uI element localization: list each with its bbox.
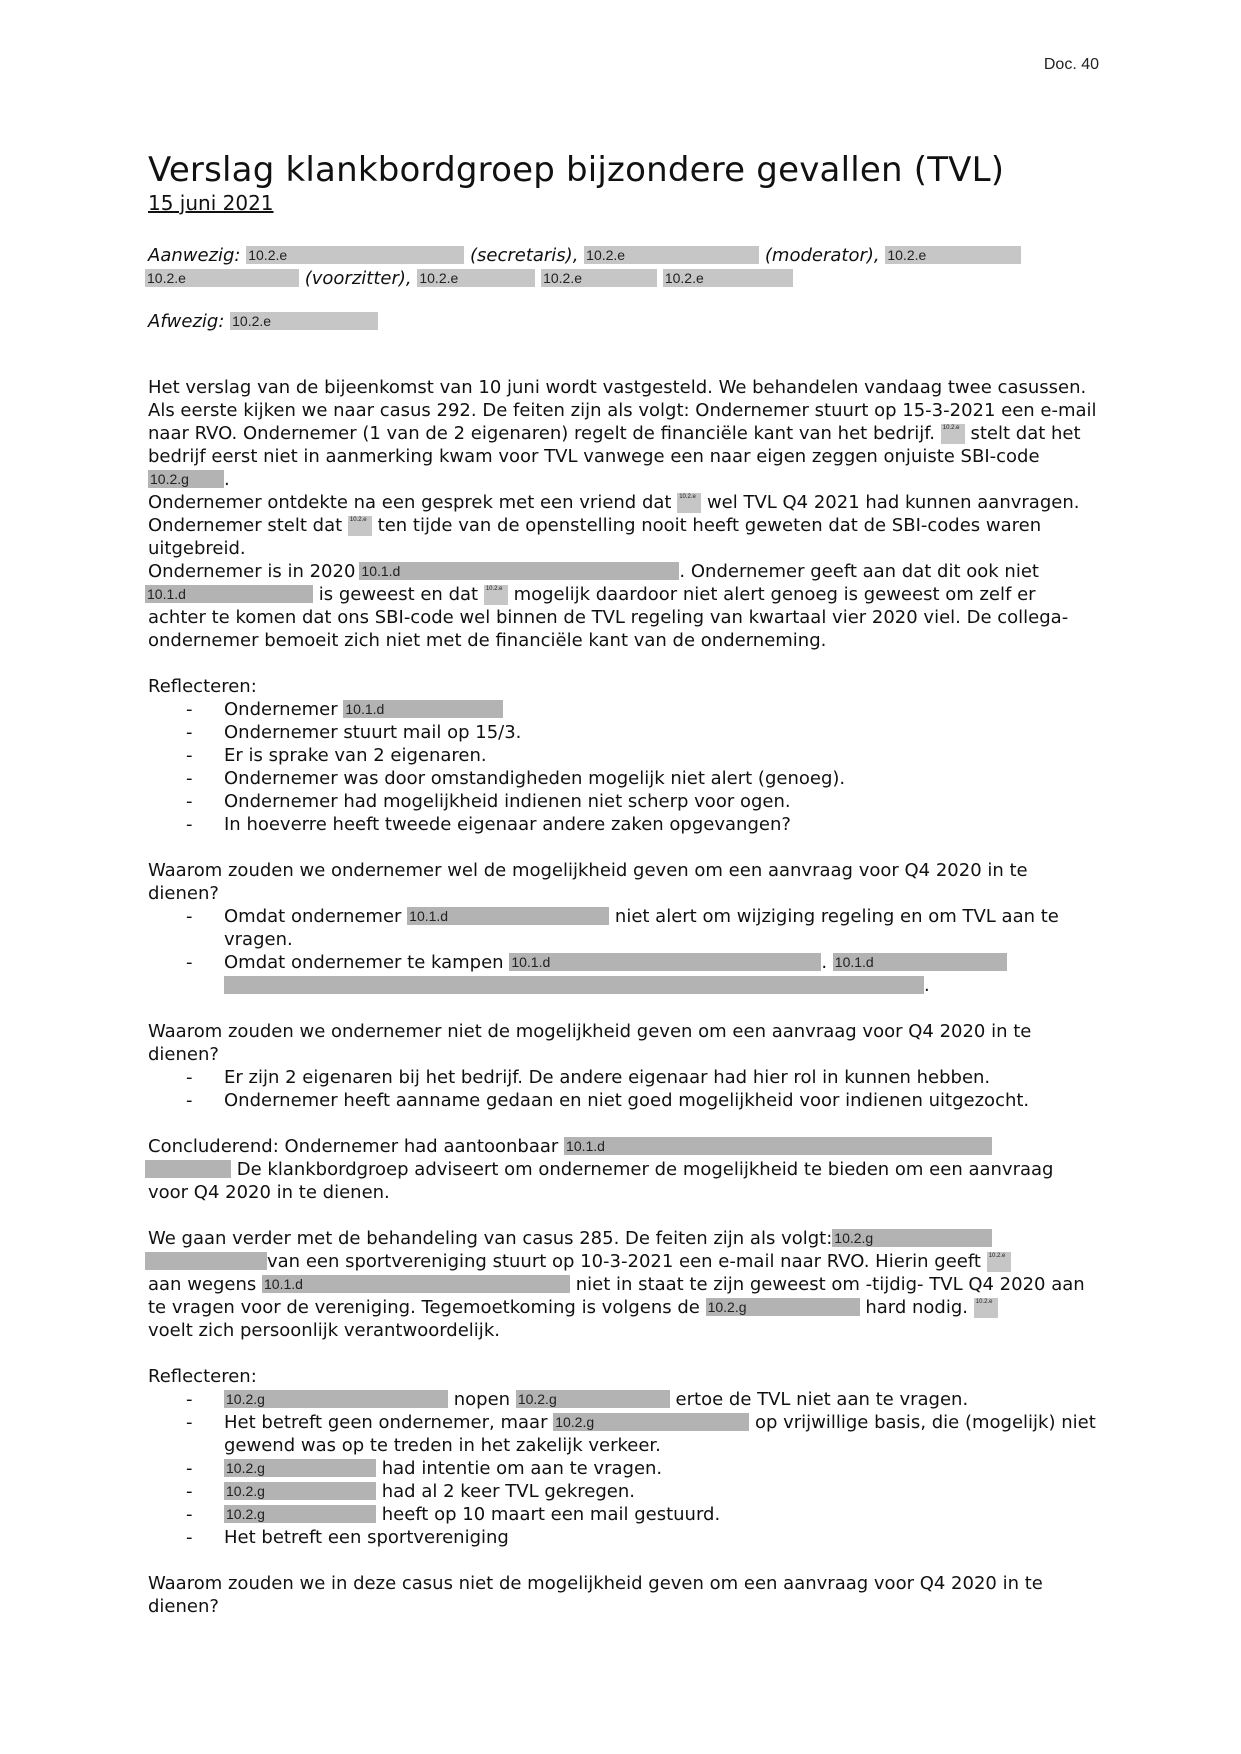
case1-yes-list	[148, 905, 1098, 997]
list-item: - 10.2.g heeft op 10 maart een mail gestuurd.	[148, 1503, 1098, 1526]
redaction-box: 10.2.g	[832, 1229, 992, 1247]
list-item: - Omdat ondernemer te kampen 10.1.d . 10.1.d .	[148, 951, 1098, 997]
list-item: - Ondernemer stuurt mail op 15/3.	[148, 721, 1098, 744]
redaction-box: 10.2.g	[224, 1390, 448, 1408]
list-item: - 10.2.g had al 2 keer TVL gekregen.	[148, 1480, 1098, 1503]
redaction-box: 10.2.e	[941, 424, 965, 444]
redaction-box: 10.1.d	[343, 700, 503, 718]
redaction-box: 10.2.g	[148, 470, 224, 488]
list-item: - In hoeverre heeft tweede eigenaar andere zaken opgevangen?	[148, 813, 1098, 836]
case1-why-no: Waarom zouden we ondernemer niet de mogelijkheid geven om een aanvraag voor Q4 2020 in te dienen?	[148, 1021, 1032, 1065]
list-item: - Het betreft geen ondernemer, maar 10.2.g op vrijwillige basis, die (mogelijk) niet gewend was op te treden in het zakelijk verkeer.	[148, 1411, 1098, 1457]
redaction-box: 10.1.d	[509, 953, 821, 971]
case1-facts: Het verslag van de bijeenkomst van 10 juni wordt vastgesteld. We behandelen vandaag twee casussen. Als eerste kijken we naar casus 292. De feiten zijn als volgt: Ondernemer stuurt op 15-3-2021 een e-mail naar RVO. Ondernemer (1 van de 2 eigenaren) regelt de financiële kant van het bedrijf. 10.2.e stelt dat het bedrijf eerst niet in aanmerking kwam voor TVL vanwege een naar eigen zeggen onjuiste SBI-code 10.2.g . Ondernemer ontdekte na een gesprek met een vriend dat 10.2.e wel TVL Q4 2021 had kunnen aanvragen. Ondernemer stelt dat 10.2.e ten tijde van de openstelling nooit heeft geweten dat de SBI-codes waren uitgebreid. Ondernemer is in 2020 10.1.d . Ondernemer geeft aan dat dit ook niet 10.1.d is geweest en dat 10.2.e mogelijk daardoor niet alert genoeg is geweest om zelf er achter te komen dat ons SBI-code wel binnen de TVL regeling van kwartaal vier 2020 viel. De collega-ondernemer bemoeit zich niet met de financiële kant van de onderneming.	[147, 377, 1097, 651]
redaction-box: 10.2.g	[553, 1413, 749, 1431]
redaction-box: 10.2.e	[246, 246, 464, 264]
redaction-box: 10.2.e	[974, 1298, 998, 1318]
redaction-box: 10.2.g	[706, 1298, 860, 1316]
meeting-date: 15 juni 2021	[148, 191, 274, 215]
case2-why-no: Waarom zouden we in deze casus niet de mogelijkheid geven om een aanvraag voor Q4 2020 in te dienen?	[148, 1573, 1043, 1617]
attendance-present: Aanwezig: 10.2.e (secretaris), 10.2.e (moderator), 10.2.e 10.2.e (voorzitter), 10.2.e 10.2.e 10.2.e	[148, 244, 1098, 290]
document-page	[148, 150, 1098, 1618]
case2-reflect-list	[148, 1388, 1098, 1549]
redaction-box: 10.2.e	[677, 493, 701, 513]
redaction-box: 10.2.e	[484, 585, 508, 605]
redaction-box: 10.1.d	[407, 907, 609, 925]
list-item: - 10.2.g had intentie om aan te vragen.	[148, 1457, 1098, 1480]
document-number: Doc. 40	[1043, 56, 1099, 73]
list-item: - Ondernemer heeft aanname gedaan en niet goed mogelijkheid voor indienen uitgezocht.	[148, 1089, 1098, 1112]
redaction-box: 10.2.g	[516, 1390, 670, 1408]
redaction-box: 10.2.e	[348, 516, 372, 536]
redaction-box: 10.2.e	[417, 269, 535, 287]
page-title: Verslag klankbordgroep bijzondere gevallen (TVL)	[148, 150, 1005, 190]
case2-facts: We gaan verder met de behandeling van casus 285. De feiten zijn als volgt: 10.2.g van een sportvereniging stuurt op 10-3-2021 een e-mail naar RVO. Hierin geeft 10.2.e aan wegens 10.1.d niet in staat te zijn geweest om -tijdig- TVL Q4 2020 aan te vragen voor de vereniging. Tegemoetkoming is volgens de 10.2.g hard nodig. 10.2.e voelt zich persoonlijk verantwoordelijk.	[148, 1227, 1098, 1342]
case2-reflect-label: Reflecteren:	[148, 1366, 257, 1387]
list-item: - Ondernemer had mogelijkheid indienen niet scherp voor ogen.	[148, 790, 1098, 813]
redaction-box: 10.2.e	[885, 246, 1021, 264]
redaction-box: 10.1.d	[145, 585, 313, 603]
list-item: - Ondernemer 10.1.d	[148, 698, 1098, 721]
redaction-box	[145, 1160, 231, 1178]
list-item: - 10.2.g nopen 10.2.g ertoe de TVL niet aan te vragen.	[148, 1388, 1098, 1411]
redaction-box: 10.2.e	[541, 269, 657, 287]
redaction-box: 10.2.e	[584, 246, 759, 264]
case1-conclusion: Concluderend: Ondernemer had aantoonbaar 10.1.d De klankbordgroep adviseert om ondernemer de mogelijkheid te bieden om een aanvraag voor Q4 2020 in te dienen.	[148, 1135, 1098, 1204]
redaction-box: 10.2.g	[224, 1459, 376, 1477]
redaction-box: 10.1.d	[833, 953, 1007, 971]
redaction-box: 10.2.g	[224, 1482, 376, 1500]
redaction-box: 10.2.e	[987, 1252, 1011, 1272]
list-item: - Omdat ondernemer 10.1.d niet alert om wijziging regeling en om TVL aan te vragen.	[148, 905, 1098, 951]
redaction-box: 10.2.g	[224, 1505, 376, 1523]
list-item: - Er is sprake van 2 eigenaren.	[148, 744, 1098, 767]
attendance-absent: Afwezig: 10.2.e	[148, 310, 1098, 333]
case1-no-list	[148, 1066, 1098, 1112]
redaction-box: 10.1.d	[359, 562, 679, 580]
case1-reflect-label: Reflecteren:	[148, 676, 257, 697]
list-item: - Er zijn 2 eigenaren bij het bedrijf. De andere eigenaar had hier rol in kunnen hebben.	[148, 1066, 1098, 1089]
redaction-box: 10.2.e	[145, 269, 299, 287]
redaction-box	[224, 976, 924, 994]
redaction-box: 10.2.e	[230, 312, 378, 330]
redaction-box	[145, 1252, 267, 1270]
list-item: - Ondernemer was door omstandigheden mogelijk niet alert (genoeg).	[148, 767, 1098, 790]
redaction-box: 10.1.d	[262, 1275, 570, 1293]
list-item: - Het betreft een sportvereniging	[148, 1526, 1098, 1549]
redaction-box: 10.2.e	[663, 269, 793, 287]
case1-why-yes: Waarom zouden we ondernemer wel de mogelijkheid geven om een aanvraag voor Q4 2020 in te dienen?	[148, 860, 1028, 904]
case1-reflect-list	[148, 698, 1098, 836]
redaction-box: 10.1.d	[564, 1137, 992, 1155]
